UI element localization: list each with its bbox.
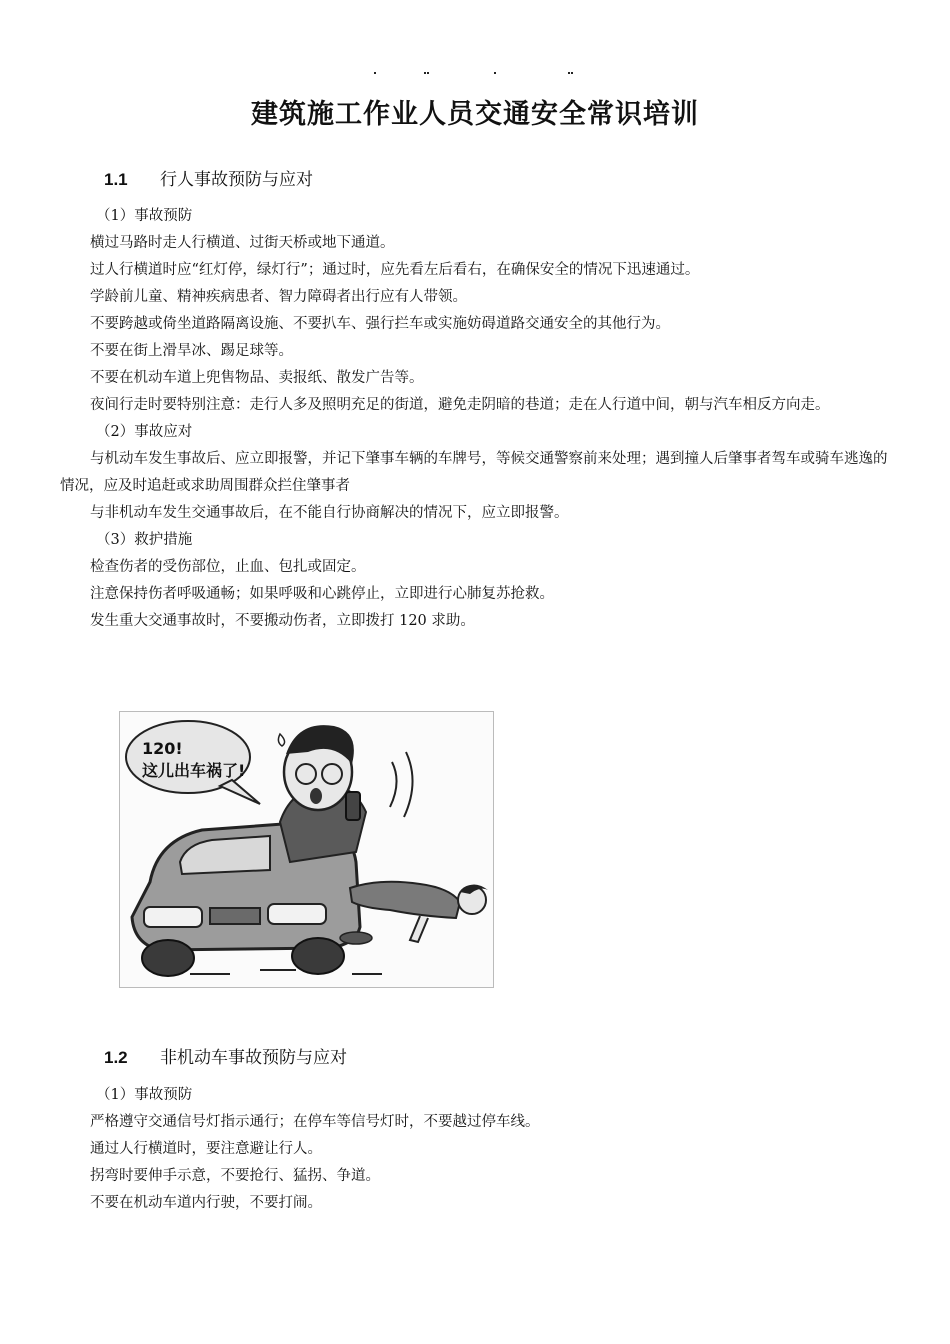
car-wheel bbox=[142, 940, 194, 976]
header-dots bbox=[0, 72, 950, 84]
subsection-label: （1）事故预防 bbox=[96, 1087, 193, 1103]
body-paragraph: 不要跨越或倚坐道路隔离设施、不要扒车、强行拦车或实施妨碍道路交通安全的其他行为。 bbox=[90, 316, 670, 332]
section-number: 1.1 bbox=[104, 170, 128, 189]
victim-body bbox=[350, 882, 460, 918]
body-paragraph: 横过马路时走人行横道、过街天桥或地下通道。 bbox=[90, 235, 395, 251]
body-paragraph: 不要在机动车道上兜售物品、卖报纸、散发广告等。 bbox=[90, 370, 424, 386]
car-grille bbox=[210, 908, 260, 924]
page-title: 建筑施工作业人员交通安全常识培训 bbox=[251, 99, 699, 130]
car-headlight-left bbox=[144, 907, 202, 927]
section-title: 非机动车事故预防与应对 bbox=[160, 1048, 347, 1068]
section-1-2-body bbox=[60, 1082, 900, 1217]
section-number: 1.2 bbox=[104, 1048, 128, 1067]
car-headlight-right bbox=[268, 904, 326, 924]
accident-cartoon bbox=[120, 712, 493, 987]
speech-line-1: 120! bbox=[142, 739, 183, 758]
car-wheel bbox=[292, 938, 344, 974]
victim-arm bbox=[410, 916, 428, 942]
road-marks bbox=[190, 970, 382, 974]
driver-mouth bbox=[310, 788, 322, 804]
body-paragraph: 与机动车发生事故后、应立即报警，并记下肇事车辆的车牌号，等候交通警察前来处理；遇到撞人后肇事者驾车或骑车逃逸的情况，应及时追赶或求助周围群众拦住肇事者 bbox=[60, 451, 888, 494]
body-paragraph: 检查伤者的受伤部位，止血、包扎或固定。 bbox=[90, 559, 366, 575]
section-heading-1-2 bbox=[104, 1043, 347, 1068]
subsection-label: （3）救护措施 bbox=[96, 532, 193, 548]
motion-line bbox=[404, 752, 413, 817]
body-paragraph: 夜间行走时要特别注意：走行人多及照明充足的街道，避免走阴暗的巷道；走在人行道中间，朝与汽车相反方向走。 bbox=[90, 397, 830, 413]
body-paragraph: 发生重大交通事故时，不要搬动伤者，立即拨打 120 求助。 bbox=[90, 613, 475, 629]
speech-line-2: 这儿出车祸了! bbox=[142, 761, 246, 780]
phone-icon bbox=[346, 792, 360, 820]
body-paragraph: 拐弯时要伸手示意，不要抢行、猛拐、争道。 bbox=[90, 1168, 380, 1184]
subsection-label: （2）事故应对 bbox=[96, 424, 193, 440]
motion-line bbox=[390, 762, 397, 807]
body-paragraph: 注意保持伤者呼吸通畅；如果呼吸和心跳停止，立即进行心肺复苏抢救。 bbox=[90, 586, 554, 602]
body-paragraph: 与非机动车发生交通事故后，在不能自行协商解决的情况下，应立即报警。 bbox=[90, 505, 569, 521]
sweat-drop-icon bbox=[278, 734, 284, 746]
accident-illustration bbox=[119, 711, 494, 988]
speech-bubble-tail bbox=[220, 780, 260, 804]
body-paragraph: 通过人行横道时，要注意避让行人。 bbox=[90, 1141, 322, 1157]
body-paragraph: 过人行横道时应“红灯停，绿灯行”；通过时，应先看左后看右，在确保安全的情况下迅速通过。 bbox=[90, 262, 700, 278]
section-title: 行人事故预防与应对 bbox=[160, 170, 313, 190]
section-1-1-body bbox=[60, 203, 900, 635]
body-paragraph: 学龄前儿童、精神疾病患者、智力障碍者出行应有人带领。 bbox=[90, 289, 467, 305]
body-paragraph: 严格遵守交通信号灯指示通行；在停车等信号灯时，不要越过停车线。 bbox=[90, 1114, 540, 1130]
body-paragraph: 不要在机动车道内行驶，不要打闹。 bbox=[90, 1195, 322, 1211]
fallen-hat bbox=[340, 932, 372, 944]
body-paragraph: 不要在街上滑旱冰、踢足球等。 bbox=[90, 343, 293, 359]
subsection-label: （1）事故预防 bbox=[96, 208, 193, 224]
section-heading-1-1 bbox=[104, 165, 313, 190]
